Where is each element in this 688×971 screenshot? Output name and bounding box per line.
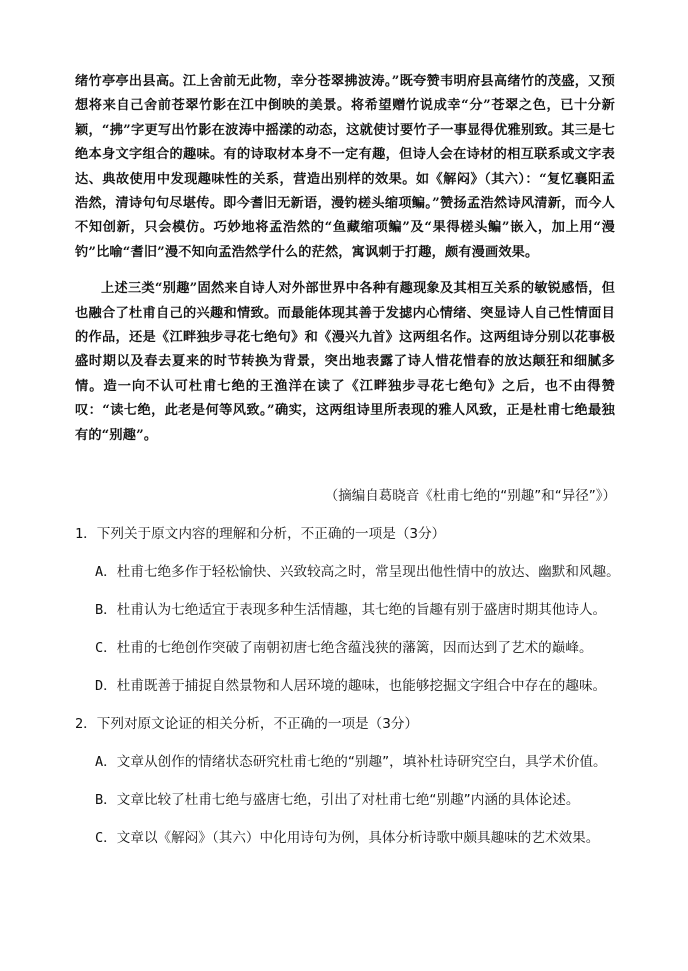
option-text: 文章比较了杜甫七绝与盛唐七绝，引出了对杜甫七绝“别趣”内涵的具体论述。	[116, 792, 580, 808]
option-letter: C．	[95, 640, 117, 656]
source-citation: （摘编自葛晓音《杜甫七绝的“别趣”和“异径”》）	[324, 488, 616, 504]
passage-paragraph: 上述三类“别趣”固然来自诗人对外部世界中各种有趣现象及其相互关系的敏锐感悟，但也融合了杜甫自己的兴趣和情致。而最能体现其善于发摅内心情绪、突显诗人自己性情面目的作品，还是《江畔独步寻花七绝句》和《漫兴九首》这两组名作。这两组诗分别以花事极盛时期以及春去夏来的时节转换为背景，突出地表露了诗人惜花惜春的放达颠狂和细腻多情。造一向不认可杜甫七绝的王渔洋在读了《江畔独步寻花七绝句》之后，也不由得赞叹：“读七绝，此老是何等风致。”确实，这两组诗里所表现的雅人风致，正是杜甫七绝最独有的“别趣”。	[75, 281, 615, 443]
passage-paragraph: 绪竹亭亭出县高。江上舍前无此物，幸分苍翠拂波涛。”既夸赞韦明府县高绪竹的茂盛，又预想将来自己舍前苍翠竹影在江中倒映的美景。将希望赠竹说成幸“分”苍翠之色，已十分新颖，“拂”字更写出竹影在波涛中摇漾的动态，这就使讨要竹子一事显得优雅别致。其三是七绝本身文字组合的趣味。有的诗取材本身不一定有趣，但诗人会在诗材的相互联系或文字表达、典故使用中发现趣味性的关系，营造出别样的效果。如《解闷》（其六）：“复忆襄阳孟浩然，清诗句句尽堪传。即今耆旧无新语，漫钓槎头缩项鳊。”赞扬孟浩然诗风清新，而今人不知创新，只会模仿。巧妙地将孟浩然的“鱼藏缩项鳊”及“果得槎头鳊”嵌入，加上用“漫钓”比喻“耆旧”漫不知向孟浩然学什么的茫然，寓讽刺于打趣，颇有漫画效果。	[75, 74, 615, 260]
question-stem	[75, 712, 620, 736]
option-letter: B．	[95, 792, 117, 808]
answer-option-a	[95, 750, 620, 774]
option-letter: A．	[95, 564, 117, 580]
option-letter: D．	[95, 678, 117, 694]
option-text: 杜甫七绝多作于轻松愉快、兴致较高之时，常呈现出他性情中的放达、幽默和风趣。	[116, 564, 620, 580]
answer-option-c	[95, 636, 620, 660]
option-text: 杜甫认为七绝适宜于表现多种生活情趣，其七绝的旨趣有别于盛唐时期其他诗人。	[116, 602, 607, 618]
question-text: 下列关于原文内容的理解和分析，不正确的一项是（3分）	[96, 526, 446, 542]
question-2	[75, 712, 620, 850]
option-letter: B．	[95, 602, 117, 618]
option-text: 杜甫既善于捕捉自然景物和人居环境的趣味，也能够挖掘文字组合中存在的趣味。	[116, 678, 607, 694]
answer-option-b	[95, 598, 620, 622]
answer-option-b	[95, 788, 620, 812]
option-letter: A．	[95, 754, 117, 770]
question-number: 1．	[75, 526, 97, 542]
option-text: 杜甫的七绝创作突破了南朝初唐七绝含蕴浅狭的藩篱，因而达到了艺术的巅峰。	[116, 640, 593, 656]
reading-passage	[75, 70, 615, 448]
option-letter: C．	[95, 830, 117, 846]
question-1	[75, 522, 620, 698]
question-number: 2．	[75, 716, 97, 732]
answer-option-c	[95, 826, 620, 850]
question-stem	[75, 522, 620, 546]
question-list	[75, 522, 620, 864]
question-text: 下列对原文论证的相关分析，不正确的一项是（3分）	[96, 716, 419, 732]
answer-option-d	[95, 674, 620, 698]
option-text: 文章以《解闷》（其六）中化用诗句为例，具体分析诗歌中颇具趣味的艺术效果。	[116, 830, 600, 846]
option-text: 文章从创作的情绪状态研究杜甫七绝的“别趣”，填补杜诗研究空白，具学术价值。	[116, 754, 607, 770]
answer-option-a	[95, 560, 620, 584]
